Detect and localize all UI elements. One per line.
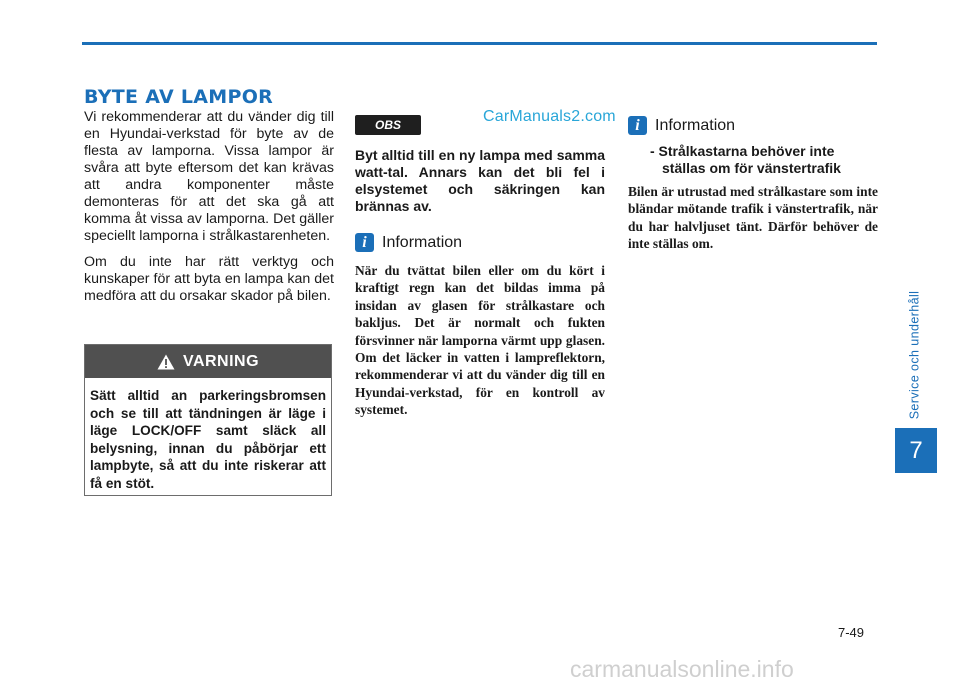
info-title: Information xyxy=(382,233,463,251)
watermark-carmanualsonline: carmanualsonline.info xyxy=(570,656,794,682)
page-number: 7-49 xyxy=(838,625,865,640)
info-text-middle: När du tvättat bilen eller om du kört i kraftigt regn kan det bildas imma på insidan av glasen för strålkastare och bakljus. Det är normalt och fukten försvinner när lamporna värmt upp glasen. Om det läcker in vatten i lampreflektorn, rekommenderar vi att du vänder dig till en Hyundai-verkstad, för en kontroll av systemet. xyxy=(355,263,605,418)
chapter-side-label: Service och underhåll xyxy=(907,290,922,420)
obs-badge: OBS xyxy=(355,115,421,135)
column-right xyxy=(628,110,878,253)
obs-notice: Byt alltid till en ny lampa med samma watt-tal. Annars kan det bli fel i elsystemet och säkringen kan brännas av. xyxy=(355,147,605,214)
watermark-carmanuals2: CarManuals2.com xyxy=(483,108,616,125)
warning-text: Sätt alltid an parkeringsbromsen och se till att tändningen är läge i läge LOCK/OFF samt släck all belysning, innan du påbörjar ett lampbyte, så att du inte riskerar att få en stöt. xyxy=(90,388,326,491)
top-rule xyxy=(82,42,877,45)
warning-header xyxy=(85,345,331,378)
info-icon: i xyxy=(628,116,647,135)
warning-box xyxy=(84,344,332,496)
info-header-middle xyxy=(355,233,605,252)
info-subtitle: - Strålkastarna behöver inte ställas om för vänstertrafik xyxy=(650,143,841,176)
intro-paragraph: Vi rekommenderar att du vänder dig till en Hyundai-verkstad för byte av de flesta av lamporna. Vissa lampor är svåra att byte eftersom det kan krävas att andra komponenter måste demonteras för att det ska gå att komma åt vissa av lamporna. Det gäller speciellt lamporna i strålkastarenheten. xyxy=(84,109,334,244)
column-middle xyxy=(355,110,605,419)
column-left xyxy=(84,109,334,314)
info-title: Information xyxy=(655,116,736,134)
info-text-right: Bilen är utrustad med strålkastare som inte bländar mötande trafik i vänstertrafik, när du har halvljuset tänt. Därför behöver de inte ställas om. xyxy=(628,184,878,252)
info-icon: i xyxy=(355,233,374,252)
warning-triangle-icon xyxy=(157,354,175,370)
warning-title: VARNING xyxy=(182,352,260,370)
section-title: BYTE AV LAMPOR xyxy=(84,86,274,108)
info-header-right xyxy=(628,116,878,135)
chapter-tab: 7 xyxy=(895,428,937,473)
tools-paragraph: Om du inte har rätt verktyg och kunskaper för att byta en lampa kan det medföra att du orsakar skador på bilen. xyxy=(84,254,334,304)
